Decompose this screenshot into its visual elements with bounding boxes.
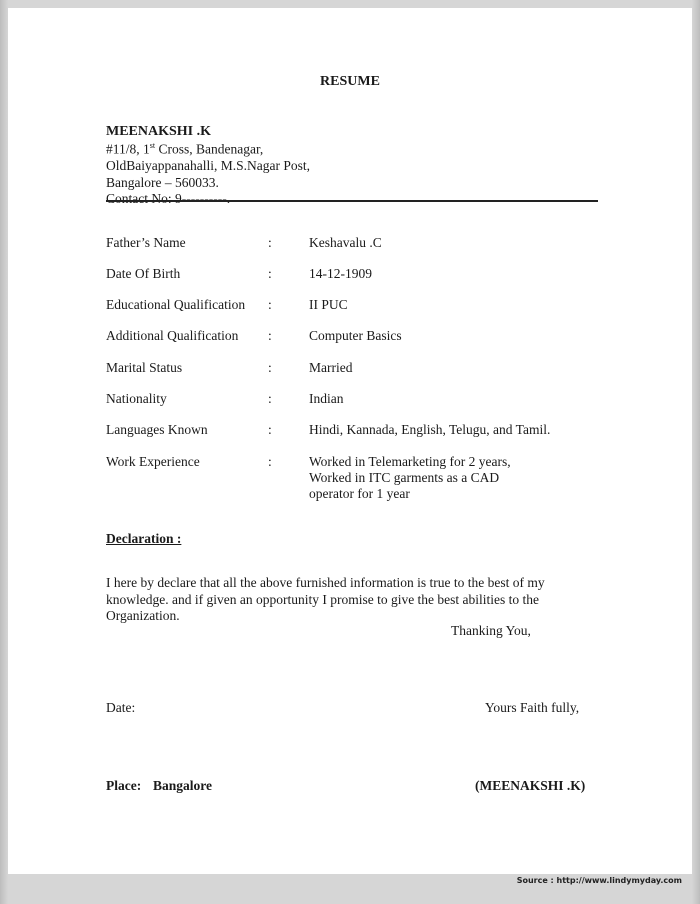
address-line-2: OldBaiyappanahalli, M.S.Nagar Post, — [106, 158, 310, 173]
address-line-3: Bangalore – 560033. — [106, 175, 219, 190]
detail-colon: : — [268, 360, 272, 375]
detail-value: Hindi, Kannada, English, Telugu, and Tamil. — [309, 422, 551, 437]
header-divider — [106, 200, 598, 202]
closing-text: Yours Faith fully, — [485, 700, 580, 715]
detail-colon: : — [268, 328, 272, 343]
thanking-note: Thanking You, — [451, 623, 531, 638]
detail-label: Nationality — [106, 391, 167, 406]
detail-colon: : — [268, 422, 272, 437]
address-line-1-start: #11/8, 1 — [106, 141, 150, 157]
signature-name: (MEENAKSHI .K) — [475, 778, 586, 793]
detail-colon: : — [268, 235, 272, 250]
ordinal-suffix: st — [149, 141, 156, 150]
detail-colon: : — [268, 266, 272, 281]
declaration-text-line-3: Organization. — [106, 608, 180, 623]
detail-value: Worked in Telemarketing for 2 years, — [309, 454, 511, 469]
applicant-name: MEENAKSHI .K — [106, 124, 212, 139]
detail-value: II PUC — [309, 297, 348, 312]
detail-label: Marital Status — [106, 360, 183, 375]
detail-colon: : — [268, 297, 272, 312]
detail-label: Date Of Birth — [106, 266, 181, 281]
detail-colon: : — [268, 454, 272, 469]
declaration-text-line-1: I here by declare that all the above furnished information is true to the best of my — [106, 575, 545, 590]
detail-label: Father’s Name — [106, 235, 186, 250]
resume-page — [8, 8, 692, 874]
address-line-1 — [106, 141, 263, 158]
date-label: Date: — [106, 700, 136, 715]
detail-value: Keshavalu .C — [309, 235, 382, 250]
detail-value: Computer Basics — [309, 328, 402, 343]
declaration-heading: Declaration : — [106, 531, 182, 546]
detail-label: Educational Qualification — [106, 297, 246, 312]
detail-value: 14-12-1909 — [309, 266, 372, 281]
detail-label: Additional Qualification — [106, 328, 239, 343]
place-value: Bangalore — [153, 778, 213, 793]
detail-value: Indian — [309, 391, 344, 406]
detail-value-line-2: Worked in ITC garments as a CAD — [309, 470, 500, 485]
address-line-1-end: Cross, Bandenagar, — [155, 141, 264, 157]
declaration-text-line-2: knowledge. and if given an opportunity I promise to give the best abilities to the — [106, 592, 540, 607]
detail-label: Languages Known — [106, 422, 208, 437]
page-title: RESUME — [320, 74, 380, 89]
detail-label: Work Experience — [106, 454, 200, 469]
detail-colon: : — [268, 391, 272, 406]
detail-value: Married — [309, 360, 353, 375]
contact-number: Contact No: 9----------. — [106, 191, 231, 206]
source-credit: Source : http://www.lindymyday.com — [516, 876, 682, 885]
place-label: Place: — [106, 778, 142, 793]
detail-value-line-3: operator for 1 year — [309, 486, 410, 501]
